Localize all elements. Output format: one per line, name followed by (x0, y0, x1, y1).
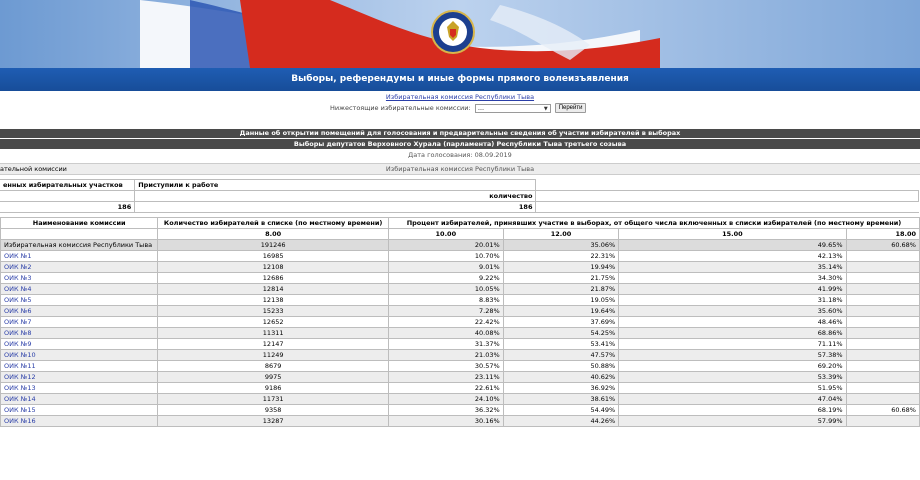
turnout-15-cell: 42.13% (619, 251, 846, 262)
commission-name-cell[interactable] (1, 284, 158, 295)
commission-label: ательной комиссии (0, 165, 67, 173)
turnout-15-cell: 47.04% (619, 394, 846, 405)
commission-name-cell[interactable] (1, 416, 158, 427)
commission-link[interactable]: ОИК №4 (4, 285, 32, 293)
commission-link[interactable]: ОИК №3 (4, 274, 32, 282)
commission-link[interactable]: ОИК №10 (4, 351, 36, 359)
header-banner (0, 0, 920, 68)
commission-link[interactable]: ОИК №13 (4, 384, 36, 392)
turnout-15-cell: 49.65% (619, 240, 846, 251)
table-row (1, 350, 920, 361)
turnout-15-cell: 68.19% (619, 405, 846, 416)
started-label: Приступили к работе (135, 180, 536, 191)
turnout-18-cell (846, 416, 919, 427)
table-row (1, 394, 920, 405)
turnout-10-cell: 9.22% (388, 273, 503, 284)
go-button[interactable]: Перейти (555, 103, 587, 113)
stations-total: 186 (0, 202, 135, 213)
turnout-12-cell: 36.92% (503, 383, 619, 394)
subordinate-select-value: --- (477, 105, 485, 113)
turnout-18-cell (846, 383, 919, 394)
time-12: 12.00 (503, 229, 619, 240)
turnout-18-cell (846, 262, 919, 273)
turnout-10-cell: 8.83% (388, 295, 503, 306)
commission-name-cell[interactable] (1, 361, 158, 372)
turnout-12-cell: 19.64% (503, 306, 619, 317)
turnout-12-cell: 19.94% (503, 262, 619, 273)
turnout-12-cell: 54.25% (503, 328, 619, 339)
turnout-12-cell: 21.75% (503, 273, 619, 284)
voters-cell: 8679 (158, 361, 389, 372)
turnout-15-cell: 51.95% (619, 383, 846, 394)
commission-link[interactable]: ОИК №1 (4, 252, 32, 260)
commission-row (0, 163, 920, 175)
commission-link[interactable]: Избирательная комиссия Республики Тыва (385, 93, 535, 101)
commission-link[interactable]: ОИК №8 (4, 329, 32, 337)
table-row (1, 416, 920, 427)
commission-link[interactable]: ОИК №14 (4, 395, 36, 403)
turnout-12-cell: 50.88% (503, 361, 619, 372)
turnout-18-cell (846, 328, 919, 339)
commission-name-cell[interactable] (1, 317, 158, 328)
turnout-12-cell: 37.69% (503, 317, 619, 328)
turnout-12-cell: 40.62% (503, 372, 619, 383)
table-row (1, 339, 920, 350)
turnout-15-cell: 71.11% (619, 339, 846, 350)
commission-name-cell[interactable] (1, 328, 158, 339)
voters-cell: 12686 (158, 273, 389, 284)
turnout-10-cell: 23.11% (388, 372, 503, 383)
count-label: количество (135, 191, 536, 202)
voters-cell: 9975 (158, 372, 389, 383)
time-15: 15.00 (619, 229, 846, 240)
commission-name-cell[interactable] (1, 383, 158, 394)
col-percent: Процент избирателей, принявших участие в выборах, от общего числа включенных в списки избирателей (по местному времени) (388, 218, 919, 229)
commission-link[interactable]: ОИК №5 (4, 296, 32, 304)
turnout-15-cell: 48.46% (619, 317, 846, 328)
commission-name-cell[interactable] (1, 372, 158, 383)
turnout-10-cell: 22.61% (388, 383, 503, 394)
table-row (1, 273, 920, 284)
voters-cell: 9358 (158, 405, 389, 416)
commission-name-cell[interactable] (1, 405, 158, 416)
col-voters: Количество избирателей в списке (по местному времени) (158, 218, 389, 229)
time-8: 8.00 (158, 229, 389, 240)
turnout-12-cell: 54.49% (503, 405, 619, 416)
commission-link[interactable]: ОИК №6 (4, 307, 32, 315)
turnout-15-cell: 57.99% (619, 416, 846, 427)
commission-name-cell[interactable] (1, 262, 158, 273)
stations-started: 186 (135, 202, 536, 213)
commission-link[interactable]: ОИК №9 (4, 340, 32, 348)
turnout-12-cell: 22.31% (503, 251, 619, 262)
col-commission-name: Наименование комиссии (1, 218, 158, 229)
commission-link[interactable]: ОИК №12 (4, 373, 36, 381)
commission-value: Избирательная комиссия Республики Тыва (385, 165, 535, 173)
stations-table (0, 179, 919, 213)
commission-name-cell[interactable] (1, 350, 158, 361)
table-row (1, 383, 920, 394)
voters-cell: 12138 (158, 295, 389, 306)
turnout-15-cell: 35.60% (619, 306, 846, 317)
turnout-15-cell: 34.30% (619, 273, 846, 284)
turnout-18-cell (846, 295, 919, 306)
turnout-10-cell: 30.57% (388, 361, 503, 372)
turnout-10-cell: 24.10% (388, 394, 503, 405)
subordinate-selector-row (330, 102, 586, 114)
turnout-12-cell: 35.06% (503, 240, 619, 251)
voters-cell: 11731 (158, 394, 389, 405)
commission-link[interactable]: ОИК №7 (4, 318, 32, 326)
turnout-12-cell: 44.26% (503, 416, 619, 427)
turnout-12-cell: 21.87% (503, 284, 619, 295)
turnout-12-cell: 47.57% (503, 350, 619, 361)
commission-name-cell: Избирательная комиссия Республики Тыва (1, 240, 158, 251)
turnout-15-cell: 57.38% (619, 350, 846, 361)
turnout-18-cell (846, 273, 919, 284)
turnout-18-cell: 60.68% (846, 240, 919, 251)
turnout-10-cell: 10.70% (388, 251, 503, 262)
commission-link[interactable]: ОИК №15 (4, 406, 36, 414)
voters-cell: 11311 (158, 328, 389, 339)
commission-name-cell[interactable] (1, 306, 158, 317)
commission-link[interactable]: ОИК №2 (4, 263, 32, 271)
turnout-10-cell: 21.03% (388, 350, 503, 361)
section-title: Данные об открытии помещений для голосования и предварительные сведения об участии избирателей в выборах (0, 129, 920, 138)
commission-link[interactable]: ОИК №16 (4, 417, 36, 425)
voters-cell: 12652 (158, 317, 389, 328)
turnout-10-cell: 9.01% (388, 262, 503, 273)
table-row (1, 405, 920, 416)
turnout-10-cell: 40.08% (388, 328, 503, 339)
time-10: 10.00 (388, 229, 503, 240)
turnout-18-cell (846, 251, 919, 262)
turnout-18-cell (846, 361, 919, 372)
page-title: Выборы, референдумы и иные формы прямого волеизъявления (0, 68, 920, 91)
voters-cell: 191246 (158, 240, 389, 251)
commission-name-cell[interactable] (1, 295, 158, 306)
stations-label: енных избирательных участков (0, 180, 135, 191)
turnout-18-cell (846, 372, 919, 383)
turnout-18-cell (846, 306, 919, 317)
table-row (1, 328, 920, 339)
turnout-18-cell: 60.68% (846, 405, 919, 416)
voters-cell: 12814 (158, 284, 389, 295)
turnout-10-cell: 22.42% (388, 317, 503, 328)
turnout-15-cell: 31.18% (619, 295, 846, 306)
turnout-15-cell: 35.14% (619, 262, 846, 273)
turnout-15-cell: 53.39% (619, 372, 846, 383)
commission-link[interactable]: ОИК №11 (4, 362, 36, 370)
cec-emblem-icon (431, 10, 475, 54)
voters-cell: 16985 (158, 251, 389, 262)
commission-name-cell[interactable] (1, 394, 158, 405)
turnout-10-cell: 30.16% (388, 416, 503, 427)
turnout-10-cell: 20.01% (388, 240, 503, 251)
turnout-10-cell: 36.32% (388, 405, 503, 416)
turnout-10-cell: 10.05% (388, 284, 503, 295)
turnout-18-cell (846, 284, 919, 295)
turnout-12-cell: 53.41% (503, 339, 619, 350)
table-row (1, 240, 920, 251)
turnout-18-cell (846, 339, 919, 350)
turnout-10-cell: 7.28% (388, 306, 503, 317)
table-row (1, 306, 920, 317)
table-row (1, 372, 920, 383)
commission-name-cell[interactable] (1, 251, 158, 262)
turnout-rows (1, 240, 920, 427)
table-row (1, 361, 920, 372)
voters-cell: 12108 (158, 262, 389, 273)
turnout-12-cell: 38.61% (503, 394, 619, 405)
turnout-15-cell: 69.20% (619, 361, 846, 372)
subordinate-label: Нижестоящие избирательные комиссии: (330, 104, 471, 112)
chevron-down-icon: ▼ (543, 105, 548, 112)
voters-cell: 15233 (158, 306, 389, 317)
turnout-15-cell: 41.99% (619, 284, 846, 295)
time-18: 18.00 (846, 229, 919, 240)
turnout-15-cell: 68.86% (619, 328, 846, 339)
turnout-12-cell: 19.05% (503, 295, 619, 306)
subordinate-select[interactable] (475, 104, 551, 113)
table-row (1, 284, 920, 295)
table-row (1, 317, 920, 328)
turnout-18-cell (846, 317, 919, 328)
table-row (1, 262, 920, 273)
commission-name-cell[interactable] (1, 273, 158, 284)
turnout-10-cell: 31.37% (388, 339, 503, 350)
commission-name-cell[interactable] (1, 339, 158, 350)
voters-cell: 13287 (158, 416, 389, 427)
voters-cell: 11249 (158, 350, 389, 361)
turnout-table (0, 217, 920, 427)
table-row (1, 295, 920, 306)
table-row (1, 251, 920, 262)
vote-date: Дата голосования: 08.09.2019 (408, 151, 512, 159)
voters-cell: 12147 (158, 339, 389, 350)
turnout-18-cell (846, 394, 919, 405)
election-title: Выборы депутатов Верховного Хурала (парламента) Республики Тыва третьего созыва (0, 139, 920, 149)
turnout-18-cell (846, 350, 919, 361)
voters-cell: 9186 (158, 383, 389, 394)
